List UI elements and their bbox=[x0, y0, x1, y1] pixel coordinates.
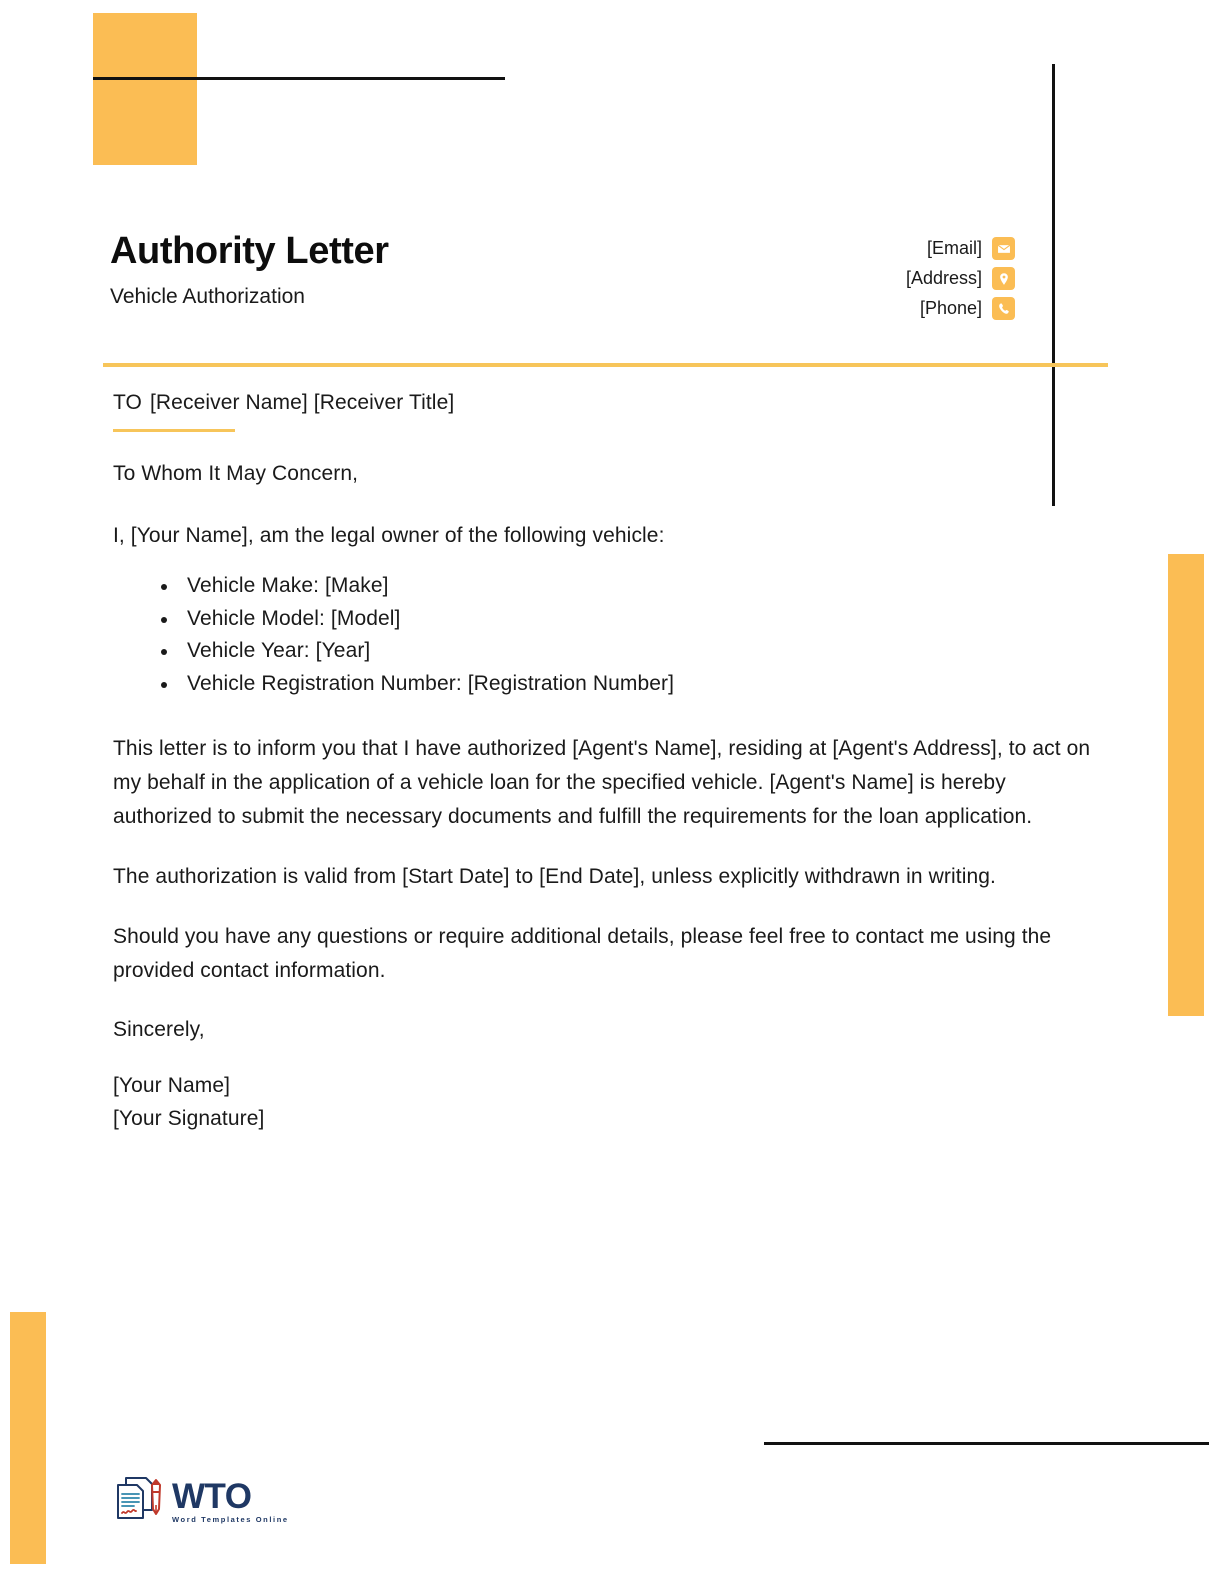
recipient-underline bbox=[113, 429, 235, 432]
salutation: To Whom It May Concern, bbox=[113, 462, 359, 485]
page-subtitle: Vehicle Authorization bbox=[110, 284, 305, 308]
recipient-value: [Receiver Name] [Receiver Title] bbox=[149, 391, 455, 414]
header-divider bbox=[103, 363, 1108, 367]
letter-header bbox=[110, 232, 1110, 352]
vehicle-details-list bbox=[113, 570, 1098, 700]
contact-label-phone: [Phone] bbox=[919, 298, 982, 318]
signature-line: [Your Signature] bbox=[113, 1106, 265, 1130]
recipient-line bbox=[113, 385, 1098, 415]
body-paragraph-1: This letter is to inform you that I have authorized [Agent's Name], residing at [Agent's Address], to act on my behalf in the application of a vehicle loan for the specified vehicle. [Agent's Name] is hereby authorized to submit the necessary documents and fulfill the requirements for the loan application. bbox=[113, 737, 1091, 829]
decorative-black-rule-bottom bbox=[764, 1442, 1209, 1445]
signature-block bbox=[113, 1070, 1098, 1135]
logo-text-group bbox=[172, 1476, 289, 1524]
decorative-orange-bar-bottom-left bbox=[10, 1312, 46, 1564]
list-item: Vehicle Make: [Make] bbox=[161, 570, 1098, 603]
decorative-black-rule-top bbox=[93, 77, 505, 80]
document-pen-icon bbox=[112, 1472, 168, 1531]
intro-paragraph: I, [Your Name], am the legal owner of the following vehicle: bbox=[113, 524, 665, 547]
letter-body bbox=[113, 385, 1098, 1135]
closing-line: Sincerely, bbox=[113, 1018, 205, 1042]
list-item: Vehicle Registration Number: [Registration Number] bbox=[161, 668, 1098, 701]
wto-logo bbox=[112, 1472, 289, 1531]
page-title: Authority Letter bbox=[110, 230, 389, 272]
signature-name: [Your Name] bbox=[113, 1074, 231, 1098]
envelope-icon bbox=[992, 237, 1015, 260]
contact-row-email bbox=[927, 237, 1015, 260]
header-title-group bbox=[110, 232, 389, 309]
decorative-orange-bar-right bbox=[1168, 554, 1204, 1016]
list-item: Vehicle Model: [Model] bbox=[161, 603, 1098, 636]
recipient-label: TO bbox=[113, 391, 142, 414]
phone-icon bbox=[992, 297, 1015, 320]
contact-row-phone bbox=[920, 297, 1015, 320]
contact-row-address bbox=[906, 267, 1015, 290]
contact-info-block bbox=[906, 237, 1015, 320]
list-item: Vehicle Year: [Year] bbox=[161, 635, 1098, 668]
contact-label-email: [Email] bbox=[926, 238, 982, 258]
contact-label-address: [Address] bbox=[905, 268, 982, 288]
location-pin-icon bbox=[992, 267, 1015, 290]
body-paragraph-3: Should you have any questions or require additional details, please feel free to contact me using the provided contact information. bbox=[113, 925, 1052, 983]
logo-tagline: Word Templates Online bbox=[172, 1514, 289, 1524]
logo-wordmark: WTO bbox=[172, 1476, 252, 1516]
body-paragraph-2: The authorization is valid from [Start Date] to [End Date], unless explicitly withdrawn in writing. bbox=[113, 865, 996, 889]
decorative-orange-block-top-left bbox=[93, 13, 197, 165]
